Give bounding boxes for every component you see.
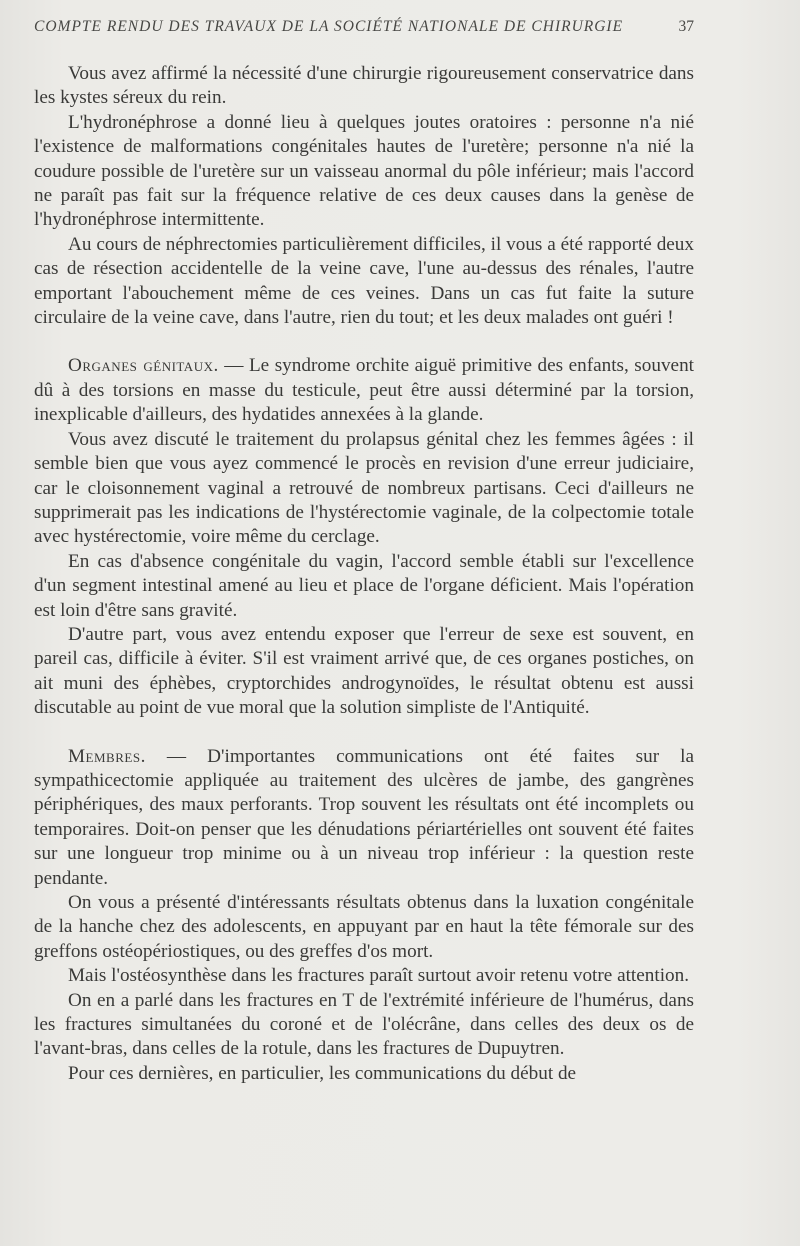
- section-text-organes-genitaux: — Le syndrome orchite aiguë primitive des enfants, souvent dû à des torsions en masse du testicule, peut être aussi déterminé par la torsion, inexplicable d'ailleurs, des hydatides annexées à la glande.: [34, 355, 694, 426]
- paragraph-dernieres: Pour ces dernières, en particulier, les communications du début de: [68, 1062, 577, 1084]
- running-title: COMPTE RENDU DES TRAVAUX DE LA SOCIÉTÉ NATIONALE DE CHIRURGIE: [34, 18, 624, 35]
- body-text: [34, 62, 694, 1086]
- paragraph-erreur-sexe: D'autre part, vous avez entendu exposer que l'erreur de sexe est souvent, en pareil cas, difficile à éviter. S'il est vraiment arrivé que, de ces organes postiches, on ait muni des éphèbes, cryptorchides androgynoïdes, le résultat obtenu est aussi discutable au point de vue moral que la solution simpliste de l'Antiquité.: [34, 623, 694, 719]
- paragraph-organes-genitaux: [34, 354, 694, 427]
- section-heading-membres: Membres.: [68, 745, 146, 767]
- paragraph-luxation: On vous a présenté d'intéressants résultats obtenus dans la luxation congénitale de la hanche chez des adolescents, en appuyant par en haut la tête fémorale sur des greffons ostéopériostiques, ou des greffes d'os mort.: [34, 892, 694, 962]
- paragraph-osteosynthese: Mais l'ostéosynthèse dans les fractures paraît surtout avoir retenu votre attention.: [68, 965, 690, 987]
- paragraph-membres: [34, 745, 694, 891]
- paragraph-hydronephrose: L'hydronéphrose a donné lieu à quelques joutes oratoires : personne n'a nié l'existence de malformations congénitales hautes de l'uretère; personne n'a nié la coudure possible de l'uretère sur un vaisseau anormal du pôle inférieur; mais l'accord ne paraît pas fait sur la fréquence relative de ces deux causes dans la genèse de l'hydronéphrose intermittente.: [34, 111, 694, 231]
- running-header: [34, 18, 694, 36]
- paragraph-fractures: On en a parlé dans les fractures en T de l'extrémité inférieure de l'humérus, dans les fractures simultanées du coroné et de l'olécrâne, dans celles des deux os de l'avant-bras, dans celles de la rotule, dans les fractures de Dupuytren.: [34, 989, 694, 1060]
- paragraph-vagin: En cas d'absence congénitale du vagin, l'accord semble établi sur l'excellence d'un segment intestinal amené au lieu et place de l'organe déficient. Mais l'opération est loin d'être sans gravité.: [34, 550, 694, 621]
- paragraph-prolapsus: Vous avez discuté le traitement du prolapsus génital chez les femmes âgées : il semble bien que vous ayez commencé le procès en revision d'une erreur judiciaire, car le cloisonnement vaginal a retrouvé de nombreux partisans. Ceci d'ailleurs ne supprimerait pas les indications de l'hystérectomie vaginale, de la colpectomie totale avec hystérectomie, voire même du cerclage.: [34, 428, 694, 548]
- section-text-membres: — D'importantes communications ont été faites sur la sympathicectomie appliquée au traitement des ulcères de jambe, des gangrènes périphériques, des maux perforants. Trop souvent les résultats ont été incomplets ou temporaires. Doit-on penser que les dénudations périartérielles ont souvent été faites sur une longueur trop minime ou à un niveau trop inférieur : la question reste pendante.: [34, 745, 694, 889]
- page-number: 37: [678, 18, 694, 35]
- section-heading-organes-genitaux: Organes génitaux.: [68, 355, 219, 377]
- paragraph-veine-cave: Au cours de néphrectomies particulièrement difficiles, il vous a été rapporté deux cas de résection accidentelle de la veine cave, l'une au-dessus des rénales, l'autre emportant l'abouchement même de ces veines. Dans un cas fut faite la suture circulaire de la veine cave, dans l'autre, rien du tout; et les deux malades ont guéri !: [34, 233, 694, 329]
- paragraph-kystes: Vous avez affirmé la nécessité d'une chirurgie rigoureusement conservatrice dans les kystes séreux du rein.: [34, 63, 694, 109]
